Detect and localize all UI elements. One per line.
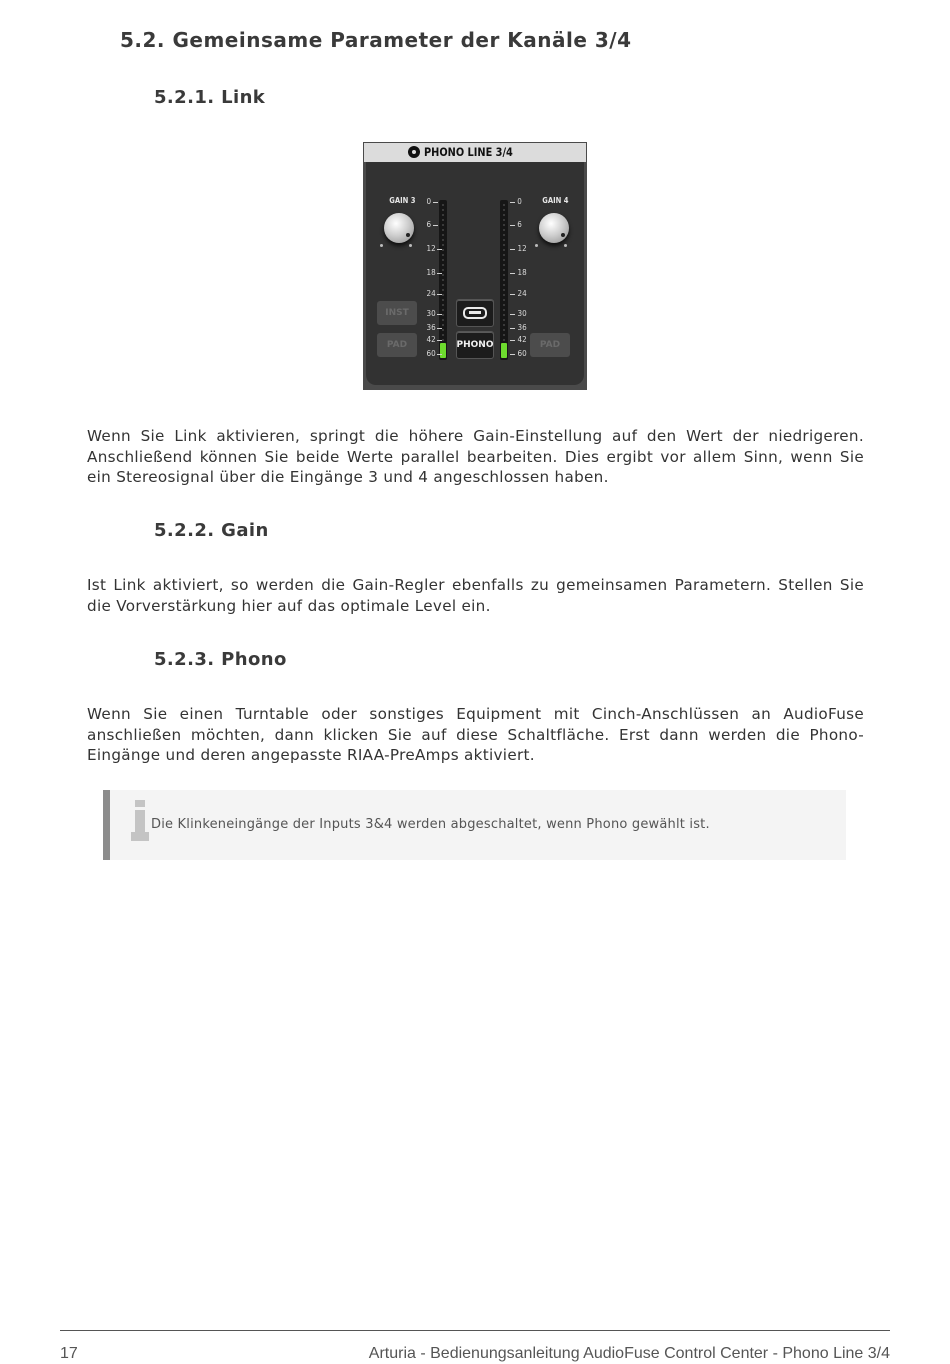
scale-tick	[510, 294, 515, 295]
scale-label: 36	[517, 323, 527, 332]
meter-segment	[442, 324, 444, 326]
inst-button[interactable]: INST	[377, 301, 417, 325]
meter-segment	[442, 294, 444, 296]
scale-label: 6	[426, 220, 432, 229]
meter-segment	[503, 244, 505, 246]
meter-segment	[442, 279, 444, 281]
scale-label: 0	[517, 197, 522, 206]
meter-segment	[442, 224, 444, 226]
level-meter-right	[500, 200, 508, 360]
meter-segment	[442, 244, 444, 246]
meter-segment	[442, 249, 444, 251]
meter-segment	[503, 329, 505, 331]
link-icon	[463, 307, 487, 319]
scale-label: 18	[517, 268, 527, 277]
heading-gain: 5.2.2. Gain	[154, 520, 269, 541]
phono-line-panel	[363, 142, 587, 390]
scale-label: 30	[426, 309, 436, 318]
scale-label: 24	[426, 289, 436, 298]
heading-phono: 5.2.3. Phono	[154, 649, 287, 670]
gain-4-label: GAIN 4	[542, 196, 569, 205]
meter-segment	[442, 254, 444, 256]
gain-3-knob[interactable]	[384, 213, 414, 243]
meter-segment	[503, 294, 505, 296]
scale-label: 30	[517, 309, 527, 318]
gain-3-label: GAIN 3	[389, 196, 416, 205]
level-meter-left	[439, 200, 447, 360]
meter-segment	[442, 264, 444, 266]
meter-segment	[442, 304, 444, 306]
scale-tick	[510, 354, 515, 355]
scale-label: 24	[517, 289, 527, 298]
scale-tick	[437, 294, 442, 295]
meter-segment	[442, 269, 444, 271]
knob-max-dot	[409, 244, 412, 247]
meter-segment	[503, 204, 505, 206]
meter-level	[440, 343, 446, 358]
knob-indicator	[406, 233, 410, 237]
meter-segment	[442, 329, 444, 331]
meter-segment	[503, 239, 505, 241]
note-text: Die Klinkeneingänge der Inputs 3&4 werden abgeschaltet, wenn Phono gewählt ist.	[151, 817, 710, 832]
heading-link: 5.2.1. Link	[154, 87, 266, 108]
meter-segment	[503, 214, 505, 216]
meter-segment	[503, 274, 505, 276]
record-icon	[408, 146, 420, 158]
meter-segment	[503, 209, 505, 211]
meter-segment	[442, 239, 444, 241]
meter-segment	[503, 229, 505, 231]
info-icon	[130, 800, 150, 842]
scale-tick	[510, 314, 515, 315]
scale-tick	[437, 249, 442, 250]
meter-segment	[503, 324, 505, 326]
scale-label: 36	[426, 323, 436, 332]
meter-segment	[503, 334, 505, 336]
meter-segment	[442, 219, 444, 221]
scale-label: 12	[517, 244, 527, 253]
meter-segment	[442, 289, 444, 291]
meter-segment	[442, 204, 444, 206]
meter-segment	[503, 264, 505, 266]
scale-tick	[510, 273, 515, 274]
scale-label: 60	[517, 349, 527, 358]
meter-segment	[442, 229, 444, 231]
meter-segment	[442, 274, 444, 276]
scale-tick	[437, 328, 442, 329]
meter-segment	[503, 304, 505, 306]
link-button[interactable]	[456, 299, 494, 327]
meter-segment	[503, 254, 505, 256]
scale-label: 60	[426, 349, 436, 358]
meter-segment	[503, 339, 505, 341]
meter-segment	[503, 279, 505, 281]
knob-min-dot	[535, 244, 538, 247]
scale-tick	[510, 225, 515, 226]
meter-segment	[442, 339, 444, 341]
meter-segment	[442, 284, 444, 286]
footer-divider	[60, 1330, 890, 1331]
meter-segment	[442, 234, 444, 236]
meter-segment	[503, 284, 505, 286]
scale-tick	[510, 249, 515, 250]
scale-label: 42	[517, 335, 527, 344]
meter-segment	[503, 269, 505, 271]
meter-segment	[442, 314, 444, 316]
scale-label: 12	[426, 244, 436, 253]
info-note	[103, 790, 846, 860]
meter-segment	[503, 249, 505, 251]
meter-segment	[503, 219, 505, 221]
meter-segment	[503, 299, 505, 301]
meter-segment	[442, 214, 444, 216]
panel-title: PHONO LINE 3/4	[424, 145, 513, 159]
meter-segment	[442, 299, 444, 301]
meter-segment	[503, 319, 505, 321]
scale-tick	[510, 340, 515, 341]
knob-min-dot	[380, 244, 383, 247]
gain-4-knob[interactable]	[539, 213, 569, 243]
link-paragraph: Wenn Sie Link aktivieren, springt die höhere Gain-Einstellung auf den Wert der niedrigeren. Anschließend können Sie beide Werte parallel bearbeiten. Dies ergibt vor allem Sinn, wenn Sie ein Stereosignal über die Eingänge 3 und 4 angeschlossen haben.	[87, 427, 864, 487]
footer-text: Arturia - Bedienungsanleitung AudioFuse Control Center - Phono Line 3/4	[368, 1345, 890, 1362]
phono-button[interactable]: PHONO	[456, 331, 494, 359]
meter-segment	[503, 259, 505, 261]
meter-segment	[442, 309, 444, 311]
panel-title-row	[408, 143, 529, 161]
gain-paragraph: Ist Link aktiviert, so werden die Gain-Regler ebenfalls zu gemeinsamen Parametern. Stellen Sie die Vorverstärkung hier auf das optimale Level ein.	[87, 576, 864, 615]
scale-tick	[437, 273, 442, 274]
scale-tick	[437, 314, 442, 315]
knob-max-dot	[564, 244, 567, 247]
page-number: 17	[60, 1345, 78, 1362]
scale-label: 42	[426, 335, 436, 344]
scale-tick	[510, 202, 515, 203]
scale-label: 6	[517, 220, 522, 229]
meter-level	[501, 343, 507, 358]
pad-button-right[interactable]: PAD	[530, 333, 570, 357]
scale-tick	[510, 328, 515, 329]
meter-segment	[442, 259, 444, 261]
meter-segment	[503, 224, 505, 226]
meter-segment	[442, 209, 444, 211]
scale-tick	[437, 354, 442, 355]
meter-segment	[503, 309, 505, 311]
scale-tick	[433, 202, 438, 203]
meter-segment	[503, 234, 505, 236]
meter-segment	[503, 314, 505, 316]
scale-label: 0	[426, 197, 432, 206]
scale-tick	[437, 340, 442, 341]
meter-segment	[503, 289, 505, 291]
pad-button-left[interactable]: PAD	[377, 333, 417, 357]
scale-tick	[433, 225, 438, 226]
scale-label: 18	[426, 268, 436, 277]
meter-segment	[442, 334, 444, 336]
knob-indicator	[561, 233, 565, 237]
meter-segment	[442, 319, 444, 321]
phono-paragraph: Wenn Sie einen Turntable oder sonstiges Equipment mit Cinch-Anschlüssen an AudioFuse anschließen möchten, dann klicken Sie auf diese Schaltfläche. Erst dann werden die Phono-Eingänge und deren angepasste RIAA-PreAmps aktiviert.	[87, 705, 864, 765]
section-title: 5.2. Gemeinsame Parameter der Kanäle 3/4	[120, 28, 632, 52]
